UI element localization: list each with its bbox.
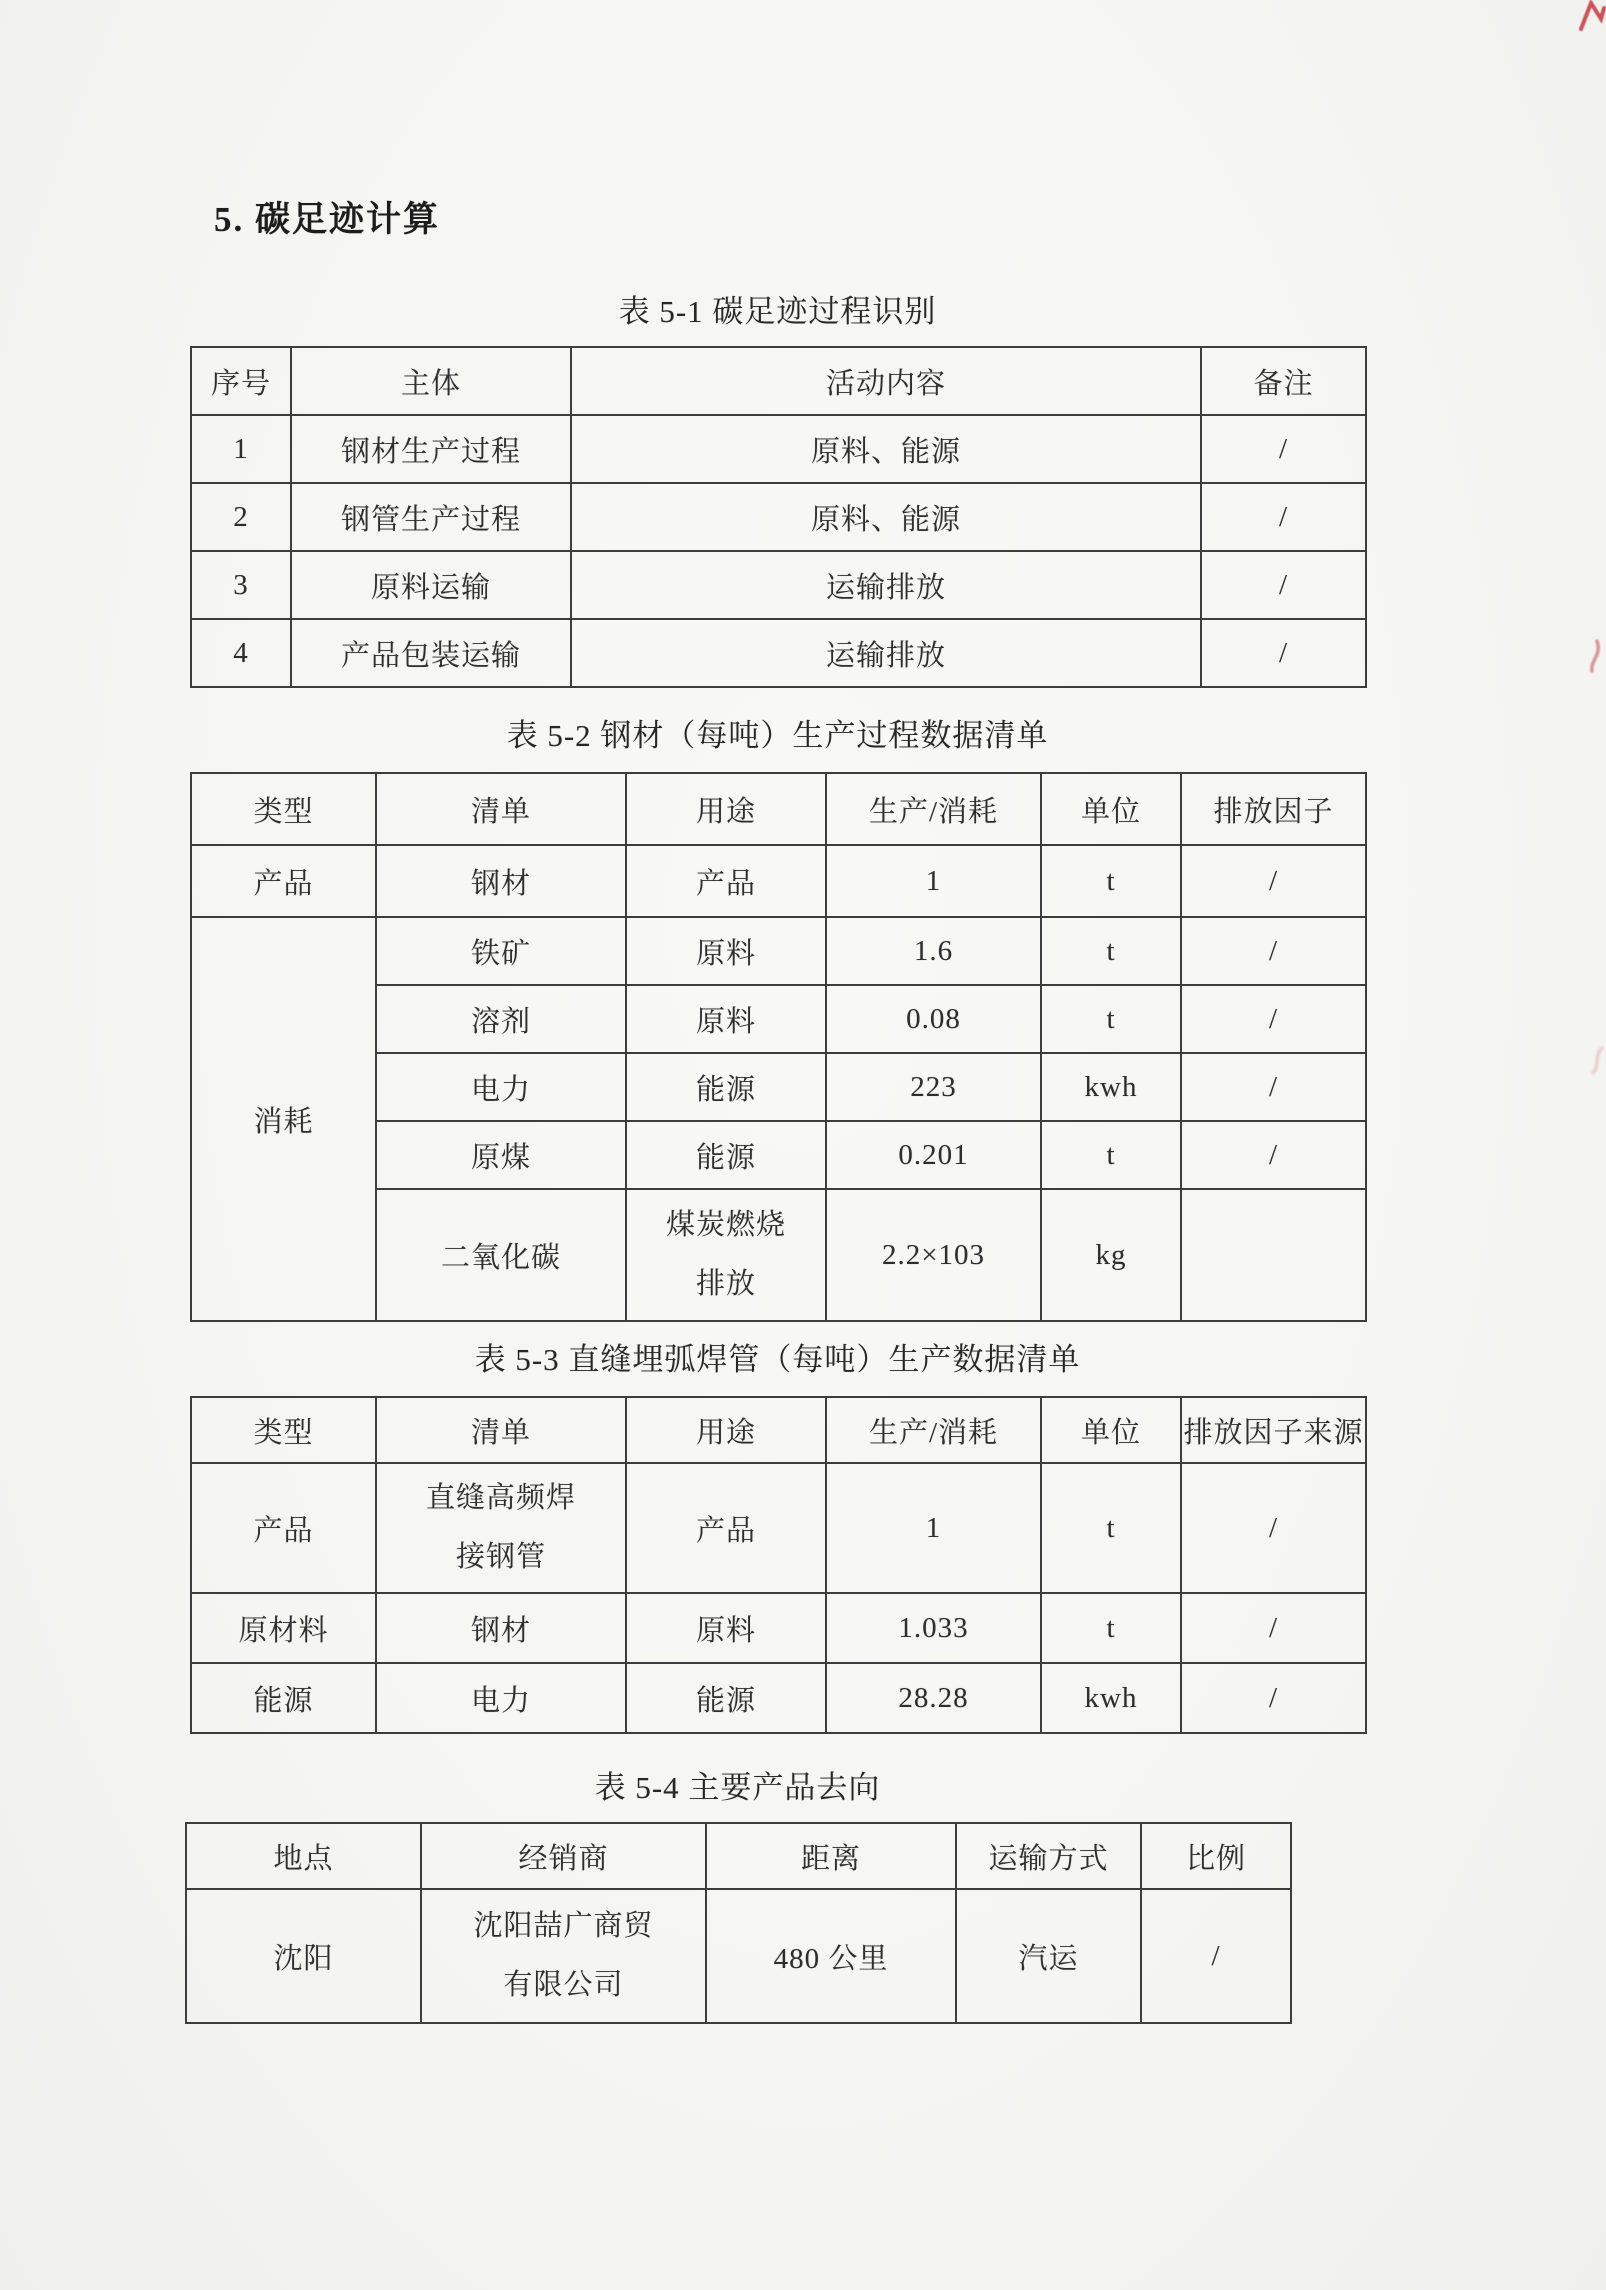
table-cell: t — [1041, 985, 1181, 1053]
table-cell: t — [1041, 845, 1181, 917]
table-5-1 — [190, 346, 1367, 688]
table-cell: kwh — [1041, 1663, 1181, 1733]
table-cell: 铁矿 — [376, 917, 626, 985]
table-cell: 原料 — [626, 917, 826, 985]
table-row — [186, 1823, 1291, 1889]
table-cell: 产品 — [191, 845, 376, 917]
table-cell: / — [1201, 619, 1366, 687]
table-row — [186, 1889, 1291, 2023]
header-cell: 清单 — [376, 1397, 626, 1463]
table-cell: 1 — [826, 1463, 1041, 1593]
header-cell: 单位 — [1041, 1397, 1181, 1463]
header-cell: 活动内容 — [571, 347, 1201, 415]
table-cell: 电力 — [376, 1053, 626, 1121]
table-cell: 2.2×103 — [826, 1189, 1041, 1321]
table-row — [191, 917, 1366, 985]
table-cell: 钢材 — [376, 845, 626, 917]
red-ink-mark — [1588, 638, 1606, 679]
table-5-3 — [190, 1396, 1367, 1734]
table-cell: 能源 — [626, 1121, 826, 1189]
table-cell: 产品 — [626, 845, 826, 917]
header-cell: 单位 — [1041, 773, 1181, 845]
table-caption-5-1: 表 5-1 碳足迹过程识别 — [618, 294, 937, 329]
table-cell: 能源 — [191, 1663, 376, 1733]
table-cell: kg — [1041, 1189, 1181, 1321]
table-row — [191, 1663, 1366, 1733]
table-cell: 原料 — [626, 985, 826, 1053]
table-cell: kwh — [1041, 1053, 1181, 1121]
table-cell: / — [1141, 1889, 1291, 2023]
table-cell: 消耗 — [191, 917, 376, 1321]
table-row — [191, 551, 1366, 619]
header-cell: 运输方式 — [956, 1823, 1141, 1889]
header-cell: 类型 — [191, 1397, 376, 1463]
table-cell: 2 — [191, 483, 291, 551]
table-row — [191, 347, 1366, 415]
header-cell: 生产/消耗 — [826, 1397, 1041, 1463]
cell-text: 沈阳喆广商贸有限公司 — [473, 1909, 654, 2001]
header-cell: 地点 — [186, 1823, 421, 1889]
table-cell: 能源 — [626, 1663, 826, 1733]
table-cell: 4 — [191, 619, 291, 687]
header-cell: 主体 — [291, 347, 571, 415]
table-cell: 0.201 — [826, 1121, 1041, 1189]
table-cell: 运输排放 — [571, 619, 1201, 687]
header-cell: 排放因子来源 — [1181, 1397, 1366, 1463]
table-row — [191, 845, 1366, 917]
table-row — [191, 619, 1366, 687]
header-cell: 备注 — [1201, 347, 1366, 415]
table-cell: / — [1181, 1593, 1366, 1663]
table-cell: 钢管生产过程 — [291, 483, 571, 551]
table-cell: 原料、能源 — [571, 415, 1201, 483]
header-cell: 用途 — [626, 773, 826, 845]
red-ink-mark — [1590, 1046, 1606, 1081]
table-cell: / — [1181, 917, 1366, 985]
table-cell: / — [1181, 1121, 1366, 1189]
table-cell: t — [1041, 917, 1181, 985]
table-cell: 1.033 — [826, 1593, 1041, 1663]
cell-text: 煤炭燃烧排放 — [665, 1208, 786, 1300]
table-cell: 28.28 — [826, 1663, 1041, 1733]
table-cell: / — [1201, 551, 1366, 619]
table-cell: t — [1041, 1121, 1181, 1189]
table-cell — [421, 1889, 706, 2023]
table-caption-5-4: 表 5-4 主要产品去向 — [594, 1770, 881, 1805]
table-cell: 产品 — [191, 1463, 376, 1593]
table-row — [191, 773, 1366, 845]
table-cell: 沈阳 — [186, 1889, 421, 2023]
table-row — [191, 1463, 1366, 1593]
table-cell: / — [1181, 1463, 1366, 1593]
table-cell: 钢材生产过程 — [291, 415, 571, 483]
table-cell: 1.6 — [826, 917, 1041, 985]
table-cell: 原料、能源 — [571, 483, 1201, 551]
header-cell: 用途 — [626, 1397, 826, 1463]
table-cell — [376, 1463, 626, 1593]
table-cell: 480 公里 — [706, 1889, 956, 2023]
table-cell: 3 — [191, 551, 291, 619]
table-cell: 汽运 — [956, 1889, 1141, 2023]
table-cell: 产品包装运输 — [291, 619, 571, 687]
table-cell: t — [1041, 1463, 1181, 1593]
table-5-4 — [185, 1822, 1292, 2024]
section-title: 5. 碳足迹计算 — [214, 200, 441, 239]
table-row — [191, 1593, 1366, 1663]
table-cell — [626, 1189, 826, 1321]
table-cell: 原料运输 — [291, 551, 571, 619]
table-cell: / — [1181, 845, 1366, 917]
red-ink-mark — [1578, 0, 1606, 37]
table-cell: / — [1201, 415, 1366, 483]
table-cell: 原煤 — [376, 1121, 626, 1189]
table-cell: 1 — [191, 415, 291, 483]
table-cell: 原料 — [626, 1593, 826, 1663]
table-caption-5-2: 表 5-2 钢材（每吨）生产过程数据清单 — [506, 718, 1049, 753]
table-cell: 0.08 — [826, 985, 1041, 1053]
table-cell: 运输排放 — [571, 551, 1201, 619]
table-cell: 1 — [826, 845, 1041, 917]
table-cell: / — [1181, 1663, 1366, 1733]
table-cell: / — [1201, 483, 1366, 551]
header-cell: 经销商 — [421, 1823, 706, 1889]
table-cell: / — [1181, 1053, 1366, 1121]
table-row — [191, 483, 1366, 551]
table-cell: 二氧化碳 — [376, 1189, 626, 1321]
table-cell: 原材料 — [191, 1593, 376, 1663]
table-cell: 能源 — [626, 1053, 826, 1121]
header-cell: 序号 — [191, 347, 291, 415]
header-cell: 比例 — [1141, 1823, 1291, 1889]
table-cell: t — [1041, 1593, 1181, 1663]
header-cell: 生产/消耗 — [826, 773, 1041, 845]
header-cell: 距离 — [706, 1823, 956, 1889]
cell-text: 直缝高频焊接钢管 — [425, 1481, 576, 1573]
table-5-2 — [190, 772, 1367, 1322]
table-cell — [1181, 1189, 1366, 1321]
table-caption-5-3: 表 5-3 直缝埋弧焊管（每吨）生产数据清单 — [474, 1342, 1081, 1377]
table-row — [191, 1397, 1366, 1463]
header-cell: 排放因子 — [1181, 773, 1366, 845]
table-cell: 溶剂 — [376, 985, 626, 1053]
header-cell: 类型 — [191, 773, 376, 845]
header-cell: 清单 — [376, 773, 626, 845]
table-cell: 产品 — [626, 1463, 826, 1593]
table-cell: 223 — [826, 1053, 1041, 1121]
table-cell: 钢材 — [376, 1593, 626, 1663]
table-row — [191, 415, 1366, 483]
table-cell: / — [1181, 985, 1366, 1053]
table-cell: 电力 — [376, 1663, 626, 1733]
